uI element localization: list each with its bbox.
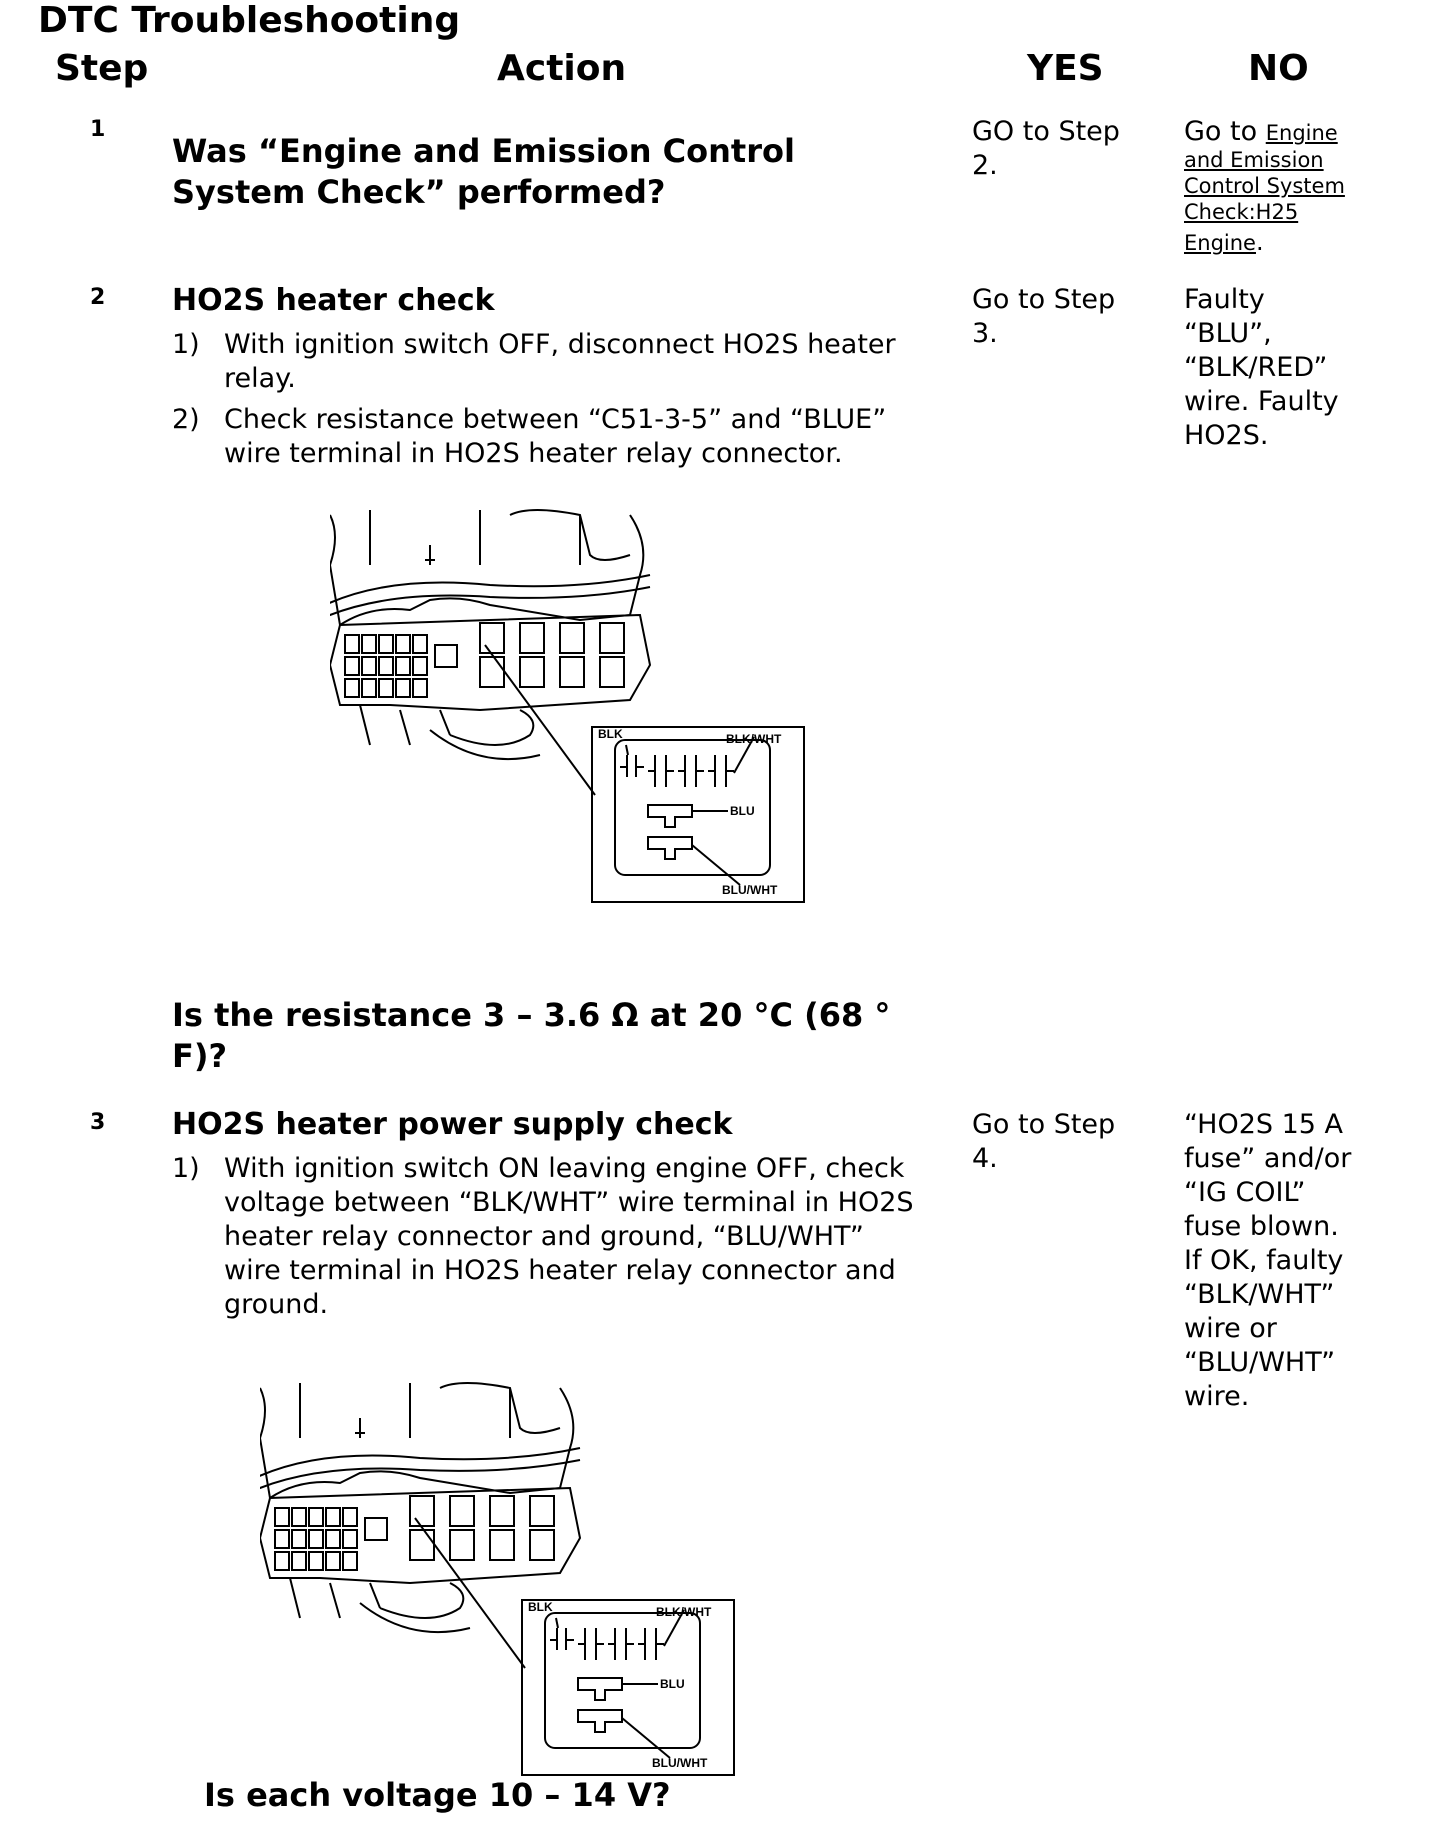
step-3-heading: HO2S heater power supply check [172, 1107, 733, 1142]
relay-connector-diagram-2 [260, 1378, 740, 1778]
question-line: System Check” performed? [172, 173, 666, 211]
yes-line: GO to Step [972, 116, 1120, 147]
no-prefix: Go to [1184, 116, 1258, 147]
step-2-item-1: 1) With ignition switch OFF, disconnect HO2S heater relay. [172, 329, 896, 394]
step-3-no: “HO2S 15 A fuse” and/or “IG COIL” fuse blown. If OK, faulty “BLK/WHT” wire or “BLU/WHT” wire. [1184, 1109, 1352, 1412]
question-line: F)? [172, 1037, 228, 1075]
label-blu-wht: BLU/WHT [722, 883, 778, 897]
question-line: Was “Engine and Emission Control [172, 132, 795, 170]
step-number-1: 1 [90, 117, 106, 142]
step-2-heading: HO2S heater check [172, 283, 495, 318]
header-action: Action [497, 48, 627, 89]
header-no: NO [1248, 48, 1309, 89]
step-1-no [1184, 115, 1424, 262]
label-blk-wht: BLK/WHT [656, 1605, 712, 1619]
label-blu: BLU [730, 804, 755, 818]
step-2-no: Faulty “BLU”, “BLK/RED” wire. Faulty HO2S. [1184, 284, 1339, 451]
label-blk: BLK [528, 1600, 553, 1614]
step-number-3: 3 [90, 1110, 106, 1135]
page-title: DTC Troubleshooting [38, 0, 461, 41]
header-yes: YES [1027, 48, 1104, 89]
link-engine-emission-check-cont[interactable]: and Emission Control System Check:H25 Engine. [1184, 148, 1345, 256]
step-2-item-2: 2) Check resistance between “C51-3-5” and “BLUE” wire terminal in HO2S heater relay connector. [172, 404, 887, 469]
yes-line: 2. [972, 150, 998, 181]
step-1-yes [972, 115, 1120, 183]
step-2-yes: Go to Step 3. [972, 284, 1116, 349]
header-step: Step [55, 48, 149, 89]
label-blk: BLK [598, 727, 623, 741]
question-line: Is the resistance 3 – 3.6 Ω at 20 °C (68 ° [172, 996, 891, 1034]
step-3-item-1: 1) With ignition switch ON leaving engine OFF, check voltage between “BLK/WHT” wire terminal in HO2S heater relay connector and ground, “BLU/WHT” wire terminal in HO2S heater relay connector and ground. [172, 1153, 914, 1320]
relay-connector-diagram-1 [330, 505, 810, 905]
step-1-question [172, 131, 795, 213]
label-blu: BLU [660, 1677, 685, 1691]
link-engine-emission-check[interactable]: Engine [1265, 121, 1338, 145]
step-number-2: 2 [90, 285, 106, 310]
step-3-yes: Go to Step 4. [972, 1109, 1116, 1174]
label-blk-wht: BLK/WHT [726, 732, 782, 746]
label-blu-wht: BLU/WHT [652, 1756, 708, 1770]
step-3-question: Is each voltage 10 – 14 V? [204, 1776, 671, 1814]
step-2-question [172, 995, 890, 1077]
